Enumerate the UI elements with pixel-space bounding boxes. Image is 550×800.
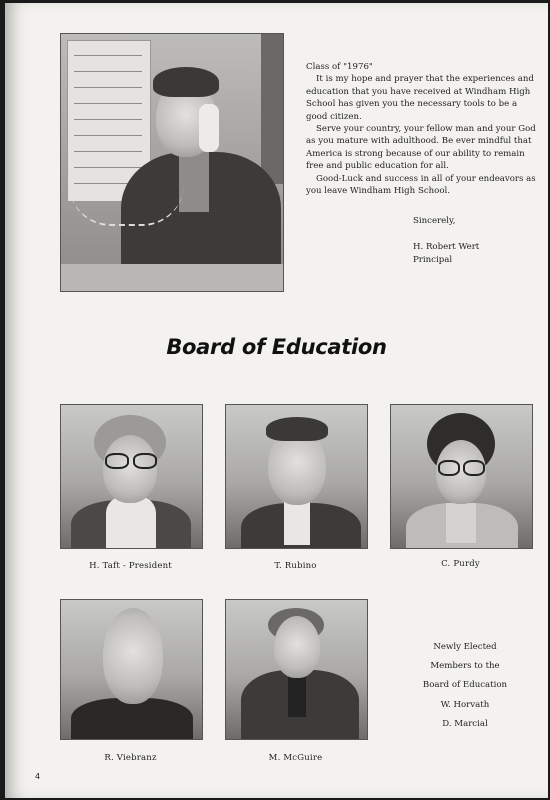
principal-photo [60, 33, 284, 292]
member-photo-purdy [390, 404, 533, 549]
member-caption: H. Taft - President [89, 561, 172, 571]
background-wall-graphic [261, 34, 284, 184]
member-photo-taft [60, 404, 203, 549]
new-members-line: Newly Elected [433, 642, 497, 652]
letter-paragraph: Good-Luck and success in all of your endeavors as you leave Windham High School. [306, 173, 536, 197]
new-members-note [400, 638, 530, 734]
member-photo-mcguire [225, 599, 368, 740]
member-caption: M. McGuire [268, 753, 323, 763]
letter-salutation: Class of "1976" [306, 62, 373, 72]
member-caption: T. Rubino [274, 561, 317, 571]
section-heading: Board of Education [166, 335, 387, 359]
signer-name: H. Robert Wert [413, 242, 480, 252]
letter-closing: Sincerely, [413, 216, 456, 226]
new-members-line: Board of Education [422, 680, 508, 691]
new-member-name: W. Horvath [440, 699, 490, 710]
new-members-line: Members to the [430, 661, 500, 672]
member-caption: R. Viebranz [104, 753, 157, 763]
telephone-graphic [199, 104, 219, 152]
principal-letter [306, 61, 536, 197]
desk-graphic [61, 264, 283, 291]
member-photo-rubino [225, 404, 368, 549]
signer-title: Principal [413, 255, 453, 265]
yearbook-page [5, 3, 548, 798]
member-photo-viebranz [60, 599, 203, 740]
new-member-name: D. Marcial [442, 718, 488, 729]
member-caption: C. Purdy [441, 559, 480, 569]
page-number: 4 [35, 772, 41, 781]
letter-paragraph: It is my hope and prayer that the experiences and education that you have received at Windham High School has given you the necessary tools to be a good citizen. [306, 74, 534, 122]
letter-paragraph: Serve your country, your fellow man and your God as you mature with adulthood. Be ever mindful that America is strong because of our ability to remain free and public education for all. [306, 124, 536, 172]
